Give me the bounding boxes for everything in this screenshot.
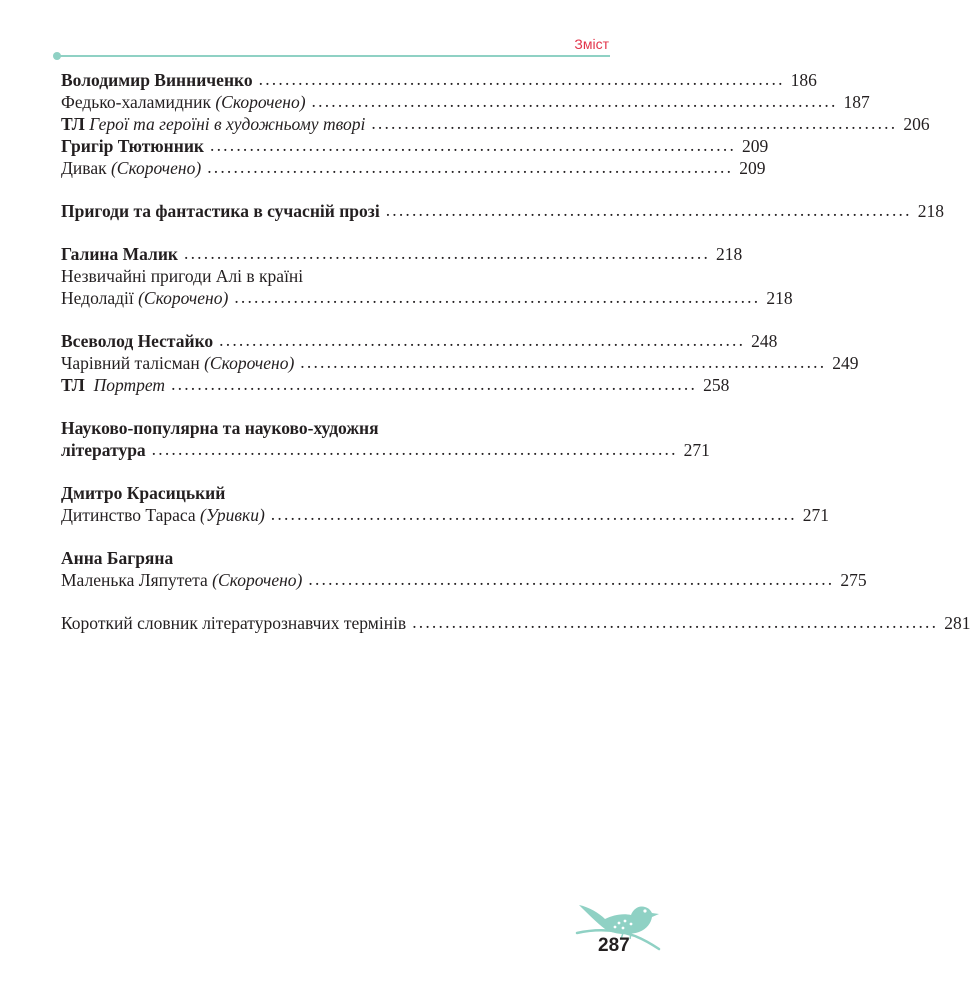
toc-entry-adventures[interactable] xyxy=(61,200,944,222)
dot-leader: ................................................................................ xyxy=(207,157,734,177)
page-number: 287 xyxy=(598,935,630,956)
toc-entry-title: Короткий словник літературознавчих термінів xyxy=(61,613,407,633)
dot-leader: ................................................................................ xyxy=(171,374,698,394)
toc-entry-page: 209 xyxy=(739,158,766,178)
dot-leader: ................................................................................ xyxy=(311,91,838,111)
toc-entry-page: 209 xyxy=(742,136,769,156)
toc-entry-title: ТЛ Портрет xyxy=(61,375,166,395)
toc-entry-fedko[interactable] xyxy=(61,91,870,113)
toc-entry-page: 281 xyxy=(944,613,970,633)
toc-entry-tl-portrait[interactable] xyxy=(61,374,730,396)
toc-entry-liaputeta[interactable] xyxy=(61,569,867,591)
toc-entry-tl-heroes[interactable] xyxy=(61,113,930,135)
toc-entry-taras[interactable] xyxy=(61,504,830,526)
toc-entry-title: Пригоди та фантастика в сучасній прозі xyxy=(61,201,380,221)
toc-entry-dyvak[interactable] xyxy=(61,157,766,179)
toc-entry-title: література xyxy=(61,440,146,460)
dot-leader: ................................................................................ xyxy=(151,439,678,459)
header-rule xyxy=(57,55,610,57)
dot-leader: ................................................................................ xyxy=(371,113,898,133)
toc-entry-vynnychenko[interactable] xyxy=(61,69,817,91)
dot-leader: ................................................................................ xyxy=(270,504,797,524)
toc-entry-title: Дитинство Тараса (Уривки) xyxy=(61,505,265,525)
toc-entry-page: 271 xyxy=(683,440,710,460)
toc-entry-title: ТЛ Герої та героїні в художньому творі xyxy=(61,114,366,134)
toc-entry-nestaiko[interactable] xyxy=(61,330,778,352)
toc-entry-malyk[interactable] xyxy=(61,243,743,265)
toc-entry-ali[interactable] xyxy=(61,287,793,309)
toc-entry-page: 271 xyxy=(802,505,830,525)
toc-entry-popular-line1[interactable]: Науково-популярна та науково-художня xyxy=(61,418,379,438)
toc-entry-title: Федько-халамидник (Скорочено) xyxy=(61,92,306,112)
section-title: Зміст xyxy=(574,36,609,52)
table-of-contents xyxy=(61,69,970,634)
dot-leader: ................................................................................ xyxy=(184,243,711,263)
toc-entry-popular[interactable] xyxy=(61,439,710,461)
dot-leader: ................................................................................ xyxy=(258,69,785,89)
toc-entry-bahriana[interactable]: Анна Багряна xyxy=(61,548,174,568)
dot-leader: ................................................................................ xyxy=(412,612,939,632)
toc-entry-page: 218 xyxy=(917,201,944,221)
toc-entry-title: Недоладії (Скорочено) xyxy=(61,288,229,308)
toc-entry-title: Маленька Ляпутета (Скорочено) xyxy=(61,570,303,590)
toc-entry-title: Чарівний талісман (Скорочено) xyxy=(61,353,295,373)
toc-entry-title: Дивак (Скорочено) xyxy=(61,158,202,178)
toc-entry-page: 248 xyxy=(751,331,778,351)
toc-entry-talisman[interactable] xyxy=(61,352,859,374)
toc-entry-title: Галина Малик xyxy=(61,244,179,264)
toc-entry-page: 186 xyxy=(790,70,817,90)
toc-entry-title: Всеволод Нестайко xyxy=(61,331,214,351)
toc-entry-ali-line1[interactable]: Незвичайні пригоди Алі в країні xyxy=(61,266,304,286)
dot-leader: ................................................................................ xyxy=(210,135,737,155)
toc-entry-page: 249 xyxy=(832,353,859,373)
toc-entry-title: Григір Тютюнник xyxy=(61,136,205,156)
toc-entry-title: Володимир Винниченко xyxy=(61,70,253,90)
toc-entry-page: 218 xyxy=(766,288,793,308)
dot-leader: ................................................................................ xyxy=(385,200,912,220)
toc-entry-page: 258 xyxy=(703,375,730,395)
dot-leader: ................................................................................ xyxy=(300,352,827,372)
dot-leader: ................................................................................ xyxy=(219,330,746,350)
dot-leader: ................................................................................ xyxy=(234,287,761,307)
toc-entry-glossary[interactable] xyxy=(61,612,970,634)
toc-entry-tiutiunnyk[interactable] xyxy=(61,135,769,157)
toc-entry-krasytskyi[interactable]: Дмитро Красицький xyxy=(61,483,226,503)
toc-entry-page: 187 xyxy=(843,92,870,112)
toc-entry-page: 206 xyxy=(903,114,930,134)
toc-entry-page: 275 xyxy=(840,570,867,590)
toc-entry-page: 218 xyxy=(716,244,743,264)
dot-leader: ................................................................................ xyxy=(308,569,835,589)
